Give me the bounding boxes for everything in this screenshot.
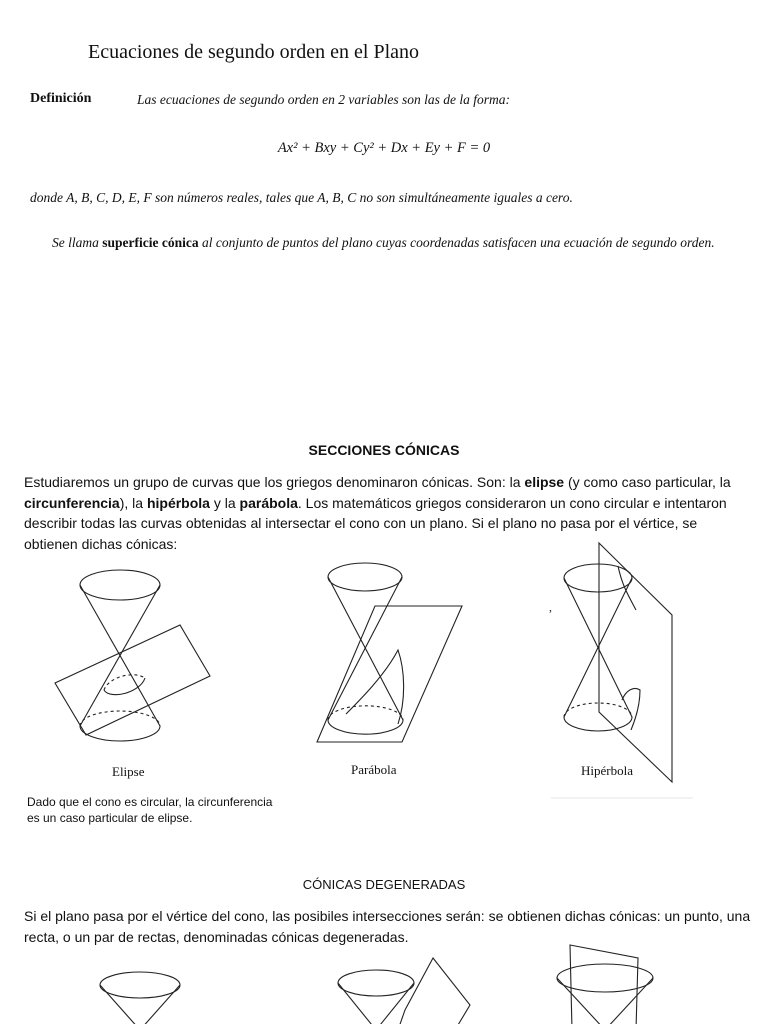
general-equation: Ax² + Bxy + Cy² + Dx + Ey + F = 0 bbox=[277, 140, 491, 156]
caption-hyperbola: Hipérbola bbox=[581, 763, 633, 778]
surface-term: superficie cónica bbox=[102, 235, 199, 250]
section-text-4: y la bbox=[209, 494, 240, 511]
section-text-3: ), la bbox=[119, 494, 147, 511]
definition-label: Definición bbox=[30, 91, 92, 106]
parabola-figure bbox=[317, 563, 462, 742]
degenerate-figures bbox=[100, 945, 653, 1024]
caption-parabola: Parábola bbox=[351, 762, 397, 777]
definition-text: Las ecuaciones de segundo orden en 2 variables son las de la forma: bbox=[137, 92, 510, 107]
term-parabola: parábola bbox=[239, 494, 298, 511]
section-text-2: (y como caso particular, la bbox=[564, 474, 731, 490]
section-text-1: Estudiaremos un grupo de curvas que los griegos denominaron cónicas. Son: la bbox=[24, 474, 525, 490]
svg-text:,: , bbox=[549, 600, 552, 614]
ellipse-figure bbox=[55, 570, 210, 741]
note-line-1: Dado que el cono es circular, la circunferencia bbox=[27, 795, 273, 809]
caption-ellipse: Elipse bbox=[112, 764, 145, 779]
term-circle: circunferencia bbox=[24, 494, 120, 511]
circle-note bbox=[27, 794, 317, 826]
degenerate-paragraph: Si el plano pasa por el vértice del cono, las posibiles intersecciones serán: se obtienen dichas cónicas: un punto, una recta, o un par de rectas, denominadas cónicas degeneradas. bbox=[24, 908, 751, 945]
degenerate-title: CÓNICAS DEGENERADAS bbox=[302, 877, 466, 892]
surface-text-pre: Se llama bbox=[52, 235, 103, 250]
surface-text-post: al conjunto de puntos del plano cuyas coordenadas satisfacen una ecuación de segundo orden. bbox=[198, 235, 715, 250]
term-hyperbola: hipérbola bbox=[146, 494, 210, 511]
definition-condition: donde A, B, C, D, E, F son números reales, tales que A, B, C no son simultáneamente iguales a cero. bbox=[30, 190, 573, 205]
hyperbola-figure bbox=[549, 543, 672, 782]
note-line-2: es un caso particular de elipse. bbox=[27, 811, 193, 825]
page-title: Ecuaciones de segundo orden en el Plano bbox=[88, 41, 420, 63]
section-text-5: . Los matemáticos griegos consideraron un cono circular e intentaron describir todas las curvas obtenidas al intersectar el cono con un plano. Si el plano no pasa por el vértice, se obtienen dichas cónicas: bbox=[24, 494, 727, 552]
section-title: SECCIONES CÓNICAS bbox=[308, 442, 460, 458]
term-ellipse: elipse bbox=[524, 474, 565, 490]
